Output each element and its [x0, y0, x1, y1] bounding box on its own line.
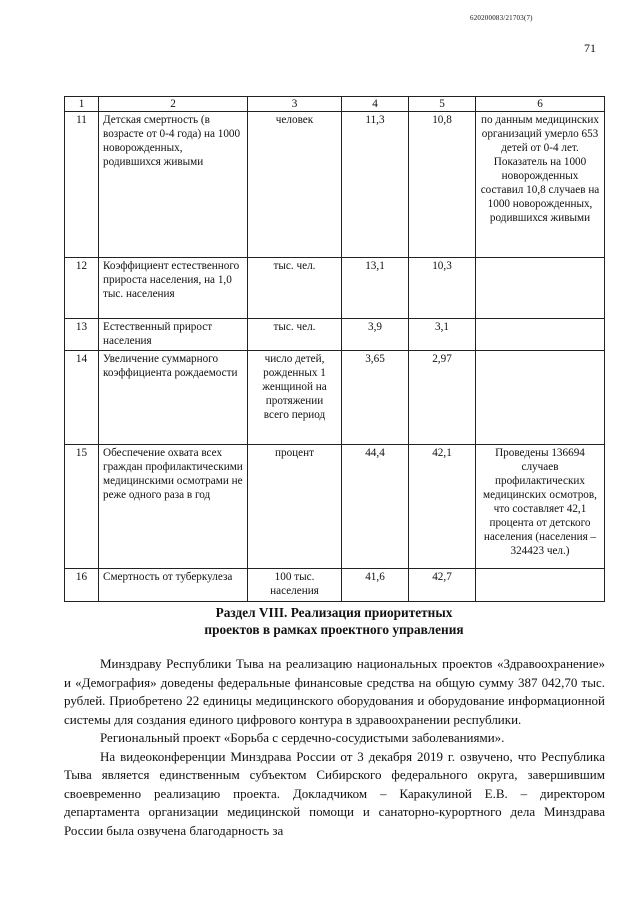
page-number: 71 [584, 41, 596, 55]
indicator-name: Коэффициент естественного прироста населения, на 1,0 тыс. населения [99, 258, 248, 319]
section-title [64, 604, 604, 638]
unit: тыс. чел. [248, 258, 342, 319]
column-number: 2 [99, 97, 248, 112]
value-plan: 3,65 [342, 351, 409, 445]
column-number: 6 [476, 97, 605, 112]
value-plan: 3,9 [342, 319, 409, 351]
body-text [64, 655, 605, 840]
note [476, 258, 605, 319]
paragraph: Минздраву Республики Тыва на реализацию национальных проектов «Здравоохранение» и «Демография» доведены федеральные финансовые средства на общую сумму 387 042,70 тыс. рублей. Приобретено 22 единицы медицинского оборудования и оборудование информационной системы для создания единого цифрового контура в здравоохранении республики. [64, 656, 605, 727]
indicator-name: Детская смертность (в возрасте от 0-4 года) на 1000 новорожденных, родившихся живыми [99, 112, 248, 258]
column-number: 3 [248, 97, 342, 112]
paragraph: На видеоконференции Минздрава России от 3 декабря 2019 г. озвучено, что Республика Тыва является единственным субъектом Сибирского федерального округа, завершившим своевременно реализацию проекта. Докладчиком – Каракулиной Е.В. – директором департамента организации медицинской помощи и санаторно-курортного дела Минздрава России была озвучена благодарность за [64, 748, 605, 838]
indicator-name: Увеличение суммарного коэффициента рождаемости [99, 351, 248, 445]
unit: процент [248, 445, 342, 569]
document-code: 620200083/21703(7) [470, 14, 533, 22]
note [476, 351, 605, 445]
value-plan: 44,4 [342, 445, 409, 569]
indicator-name: Обеспечение охвата всех граждан профилактическими медицинскими осмотрами не реже одного раза в год [99, 445, 248, 569]
value-fact: 10,8 [409, 112, 476, 258]
value-plan: 13,1 [342, 258, 409, 319]
row-number: 14 [65, 351, 99, 445]
indicator-name: Естественный прирост населения [99, 319, 248, 351]
row-number: 12 [65, 258, 99, 319]
section-title-line: Раздел VIII. Реализация приоритетных [215, 605, 453, 620]
value-fact: 42,1 [409, 445, 476, 569]
note [476, 319, 605, 351]
unit: человек [248, 112, 342, 258]
row-number: 13 [65, 319, 99, 351]
indicators-table [64, 96, 605, 602]
value-fact: 2,97 [409, 351, 476, 445]
row-number: 11 [65, 112, 99, 258]
table-row [65, 569, 605, 602]
value-fact: 42,7 [409, 569, 476, 602]
value-plan: 11,3 [342, 112, 409, 258]
column-number: 1 [65, 97, 99, 112]
unit: 100 тыс. населения [248, 569, 342, 602]
table-row [65, 258, 605, 319]
row-number: 15 [65, 445, 99, 569]
paragraph: Региональный проект «Борьба с сердечно-сосудистыми заболеваниями». [100, 730, 505, 745]
column-number-row [65, 97, 605, 112]
note: по данным медицинских организаций умерло 653 детей от 0-4 лет. Показатель на 1000 новорожденных составил 10,8 случаев на 1000 новорожденных, родившихся живыми [476, 112, 605, 258]
note: Проведены 136694 случаев профилактических медицинских осмотров, что составляет 42,1 процента от детского населения (населения – 324423 чел.) [476, 445, 605, 569]
table-row [65, 319, 605, 351]
table-row [65, 112, 605, 258]
row-number: 16 [65, 569, 99, 602]
note [476, 569, 605, 602]
value-fact: 3,1 [409, 319, 476, 351]
section-title-line: проектов в рамках проектного управления [204, 622, 464, 637]
indicator-name: Смертность от туберкулеза [99, 569, 248, 602]
column-number: 4 [342, 97, 409, 112]
value-plan: 41,6 [342, 569, 409, 602]
table-row [65, 351, 605, 445]
value-fact: 10,3 [409, 258, 476, 319]
table-row [65, 445, 605, 569]
column-number: 5 [409, 97, 476, 112]
unit: тыс. чел. [248, 319, 342, 351]
unit: число детей, рожденных 1 женщиной на протяжении всего период [248, 351, 342, 445]
